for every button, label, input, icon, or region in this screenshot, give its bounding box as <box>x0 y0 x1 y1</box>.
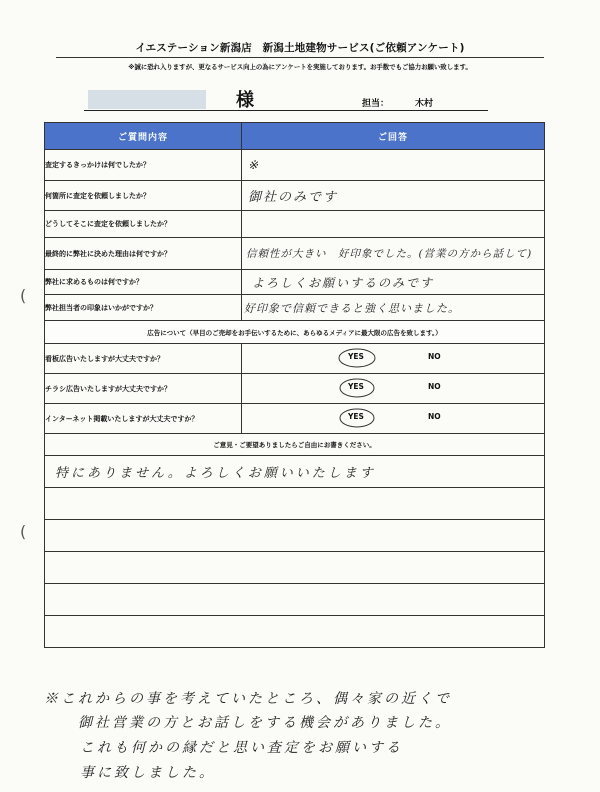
name-underline <box>84 110 488 111</box>
handwritten-answer: ※ <box>248 158 261 172</box>
ad-note: 広告について（早目のご売却をお手伝いするために、あらゆるメディアに最大限の広告を致します。） <box>45 321 545 344</box>
question-cell: 査定するきっかけは何でしたか？ <box>45 150 242 181</box>
yes-no-cell <box>242 374 545 404</box>
ad-question: チラシ広告いたしますが大丈夫ですか？ <box>45 374 242 404</box>
answer-cell <box>242 270 545 295</box>
handwritten-note-line: 事に致しました。 <box>80 765 216 781</box>
yes-option[interactable]: YES <box>348 382 364 391</box>
table-row <box>45 211 545 238</box>
ad-note-row <box>45 321 545 344</box>
redacted-name <box>88 90 206 109</box>
staff-label: 担当： <box>362 99 390 109</box>
answer-cell <box>242 295 545 321</box>
handwritten-answer: 信頼性が大きい 好印象でした。(営業の方から話して) <box>246 248 533 260</box>
table-row <box>45 238 545 270</box>
question-cell: 何箇所に査定を依頼しましたか？ <box>45 181 242 211</box>
survey-table <box>44 122 545 648</box>
answer-cell <box>242 150 545 181</box>
margin-mark: ( <box>20 522 27 541</box>
comment-line <box>45 520 545 552</box>
yes-no-cell <box>242 404 545 434</box>
comment-line <box>45 488 545 520</box>
yes-option[interactable]: YES <box>348 412 364 421</box>
staff-name: 木村 <box>415 99 434 109</box>
answer-cell <box>242 238 545 270</box>
handwritten-answer: 御社のみです <box>248 190 339 205</box>
no-option[interactable]: NO <box>428 352 441 361</box>
comment-line <box>45 456 545 488</box>
comment-line <box>45 584 545 616</box>
col-answer-header: ご回答 <box>242 123 545 150</box>
table-header <box>45 123 545 150</box>
col-question-header: ご質問内容 <box>45 123 242 150</box>
ad-question-row <box>45 404 545 434</box>
handwritten-note-line: 御社営業の方とお話しをする機会がありました。 <box>78 715 452 731</box>
handwritten-answer: 好印象で信頼できると強く思いました。 <box>244 301 460 315</box>
no-option[interactable]: NO <box>428 382 441 391</box>
ad-question: 看板広告いたしますが大丈夫ですか？ <box>45 344 242 374</box>
answer-cell <box>242 181 545 211</box>
no-option[interactable]: NO <box>428 412 441 421</box>
comment-label-row <box>45 434 545 456</box>
ad-question-row <box>45 344 545 374</box>
handwritten-note-line: これも何かの縁だと思い査定をお願いする <box>80 740 403 756</box>
form-title: イエステーション新潟店 新潟土地建物サービス(ご依頼アンケート) <box>135 42 465 54</box>
question-cell: 弊社に求めるものは何ですか？ <box>45 270 242 295</box>
table-row <box>45 270 545 295</box>
ad-question-row <box>45 374 545 404</box>
question-cell: どうしてそこに査定を依頼しましたか？ <box>45 211 242 238</box>
ad-question: インターネット掲載いたしますが大丈夫ですか？ <box>45 404 242 434</box>
comment-text-cell <box>45 456 545 488</box>
question-cell: 弊社担当者の印象はいかがですか？ <box>45 295 242 321</box>
handwritten-note-line: ※これからの事を考えていたところ、偶々家の近くで <box>44 691 452 707</box>
comment-line <box>45 616 545 648</box>
yes-option[interactable]: YES <box>348 352 364 361</box>
table-row <box>45 150 545 181</box>
form-note: ※誠に恐れ入りますが、更なるサービス向上の為にアンケートを実施しております。お手数でもご協力お願い致します。 <box>128 63 472 71</box>
margin-mark: ( <box>20 286 27 305</box>
honorific: 様 <box>236 90 254 111</box>
question-cell: 最終的に弊社に決めた理由は何ですか？ <box>45 238 242 270</box>
title-divider <box>56 57 544 58</box>
answer-cell <box>242 211 545 238</box>
comment-label: ご意見・ご要望ありましたらご自由にお書きください。 <box>45 434 545 456</box>
yes-no-cell <box>242 344 545 374</box>
handwritten-comment: 特にありません。よろしくお願いいたします <box>55 466 376 481</box>
table-row <box>45 295 545 321</box>
table-row <box>45 181 545 211</box>
handwritten-answer: よろしくお願いするのみです <box>252 275 435 290</box>
comment-line <box>45 552 545 584</box>
